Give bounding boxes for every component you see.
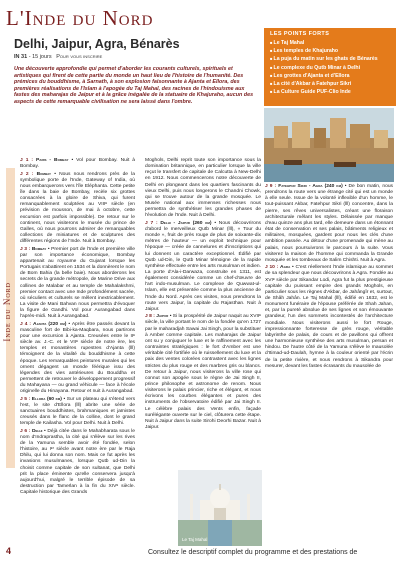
day-number: J 3 : xyxy=(20,246,31,252)
day-text: • Nous nous rendrons près de la symbolique porte de l'Inde, Gateway of India, où nous embarquerons vers l'île Eléphanta. Cette petite île dans la baie de Bombay, recèle six grottes consacrées à la gloire de Shiva, qui furent remanquablement sculptées au VIIIᵉ siècle (en prévision de mousson, de mai à octobre, cette excursion est parfois impossible). De retour sur le continent, nous visiterons le musée du prince de Galles, où nous pourrons admirer de remarquables collections de miniatures et de sculptures des différentes régions de l'Inde. Nuit à Bombay. xyxy=(20,171,135,245)
day-text: • Après être passés devant la masculine fort de Bibi-ka-Maqbara, nous partirons pour une excursion à Ajanta. Creusées entre le IIᵉ siècle av. J.-C. et le VIIᵉ siècle de notre ère, les temples et monastères rupestres d'Ajanta (lll) témoignent de la vitalité du bouddhisme à cette époque. Les remarquables peintures murales qui les ornent dégagent un monde féérique issu des légendes des vies antérieures du Bouddha et permettent de retrouver le développement progressif du Mahayana — ou grand véhicule — face à l'école originelle du Hinayana. Retour et nuit à Aurangabad. xyxy=(20,321,135,395)
day-title: Ajanta (220 km) xyxy=(33,321,67,327)
itinerary-day xyxy=(20,322,135,396)
day-text: Moghols, Delhi reprit toute son importance sous la domination britannique, en particulier lorsque la ville reçut le transfert de capitale de Calcutta à New-Delhi en 1912. Nous commencerons notre découverte de Delhi en plongeant dans les quartiers fascinants du vieux Delhi, puis nous longerons le Chandni Chowk, qui se trouve autour de la grande mosquée. Le Musée national aux immenses richesses nous permettra de synthétiser les grandes phases de l'évolution de l'Inde. Nuit à Delhi. xyxy=(145,158,261,219)
points-forts-item: ■ Le Taj Mahal xyxy=(270,39,390,47)
points-forts-item: ■ La Culture Guide PUF-Clio Inde xyxy=(270,88,390,96)
itinerary-day xyxy=(20,172,135,246)
ghats-illustration xyxy=(264,108,394,182)
day-text: • Vol pour Bombay. Nuit à Bombay. xyxy=(20,158,136,170)
day-number: J 4 : xyxy=(20,321,32,327)
points-forts-item: ■ La puja du matin sur les ghats de Bénarès xyxy=(270,55,390,63)
day-text: • C'est réellement l'Inde islamique au sommet de sa splendeur que nous découvrirons à Agra. Fondée au XVIᵉ siècle par Sikandar Lodi, Agra fut la plus prestigieuse capitale du puissant empire des grands Moghols, en particulier sous les règnes d'Akbar, de Jahângîr et, surtout, de Shâh Jahân. Le Taj Mahal (lll), édifié en 1632, est le monument funéraire de l'épouse préférée de Shah Jahan, et, par la pureté absolue de ses lignes et son émouvante grandeur, l'un des sommets incontestés de l'architecture mondiale. Nous visiterons aussi le fort Rouge, impressionnante forteresse de grès rouge, véritable labyrinthe de palais, de cours et de pavillons qui offrent une harmonieuse synthèse des arts musulman, persan et hindou. De l'autre côté de la Yamuna s'élève le mausolée d'Itimad-ud-Daulah, hymne à la couleur orienté par l'écrin de la petite rivière, et nous rendrons à Sikandra pour mesurer, devant les fastes écrasants du mausolée de xyxy=(265,265,394,369)
day-title: Jaipur xyxy=(156,314,169,320)
tour-tag: Pour vous inscrire xyxy=(56,54,103,60)
day-title: Bombay xyxy=(36,171,52,177)
itinerary-day xyxy=(20,429,135,497)
day-number: J 9 : xyxy=(265,184,277,189)
photo-taj-mahal xyxy=(178,470,262,546)
duration-value: 15 jours xyxy=(32,54,52,60)
page-number: 4 xyxy=(6,546,12,556)
day-number: J 2 : xyxy=(20,171,34,177)
itinerary-column-3 xyxy=(265,184,393,371)
itinerary-day xyxy=(20,397,135,428)
tour-duration: - 15 jours xyxy=(28,54,52,60)
points-forts-title: LES POINTS FORTS xyxy=(270,31,330,37)
side-section-label: Inde du Nord xyxy=(2,282,12,342)
itinerary-day xyxy=(20,247,135,321)
day-title: Fatehpur Sikri - Agra (240 km) xyxy=(278,184,343,189)
itinerary-column-2 xyxy=(145,158,261,432)
points-forts-item: ■ La cité d'Akbar à Fatehpur Sikri xyxy=(270,80,390,88)
page-subtitle: Delhi, Jaipur, Agra, Bénarès xyxy=(14,37,180,51)
points-forts-item: ■ Les temples de Khajuraho xyxy=(270,47,390,55)
itinerary-day xyxy=(265,265,393,370)
itinerary-day xyxy=(20,158,135,170)
day-number: J 8 : xyxy=(145,314,155,320)
day-number: J 1 : xyxy=(20,158,34,163)
day-title: Bombay xyxy=(31,246,47,252)
day-number: J 5 : xyxy=(20,396,31,402)
itinerary-column-1 xyxy=(20,158,135,498)
itinerary-day xyxy=(145,314,261,431)
intro-paragraph: Une découverte approfondie qui permet d'aborder les courants culturels, spirituels et artistiques qui firent de cette partie du monde un haut lieu de l'histoire de l'humanité. Des prémices du bouddhisme, à Sarnath, à son explosion faisonnante à Ajanta et Ellora, des premières réalisations de l'Islam à l'apogée du Taj Mahal, des racines de l'hindouisme aux fastes des maharajas de Jaipur et à la grâce inégalée de la statuaire de Khajuraho, aucun des aspects de cette remarquable civilisation ne sera laissé dans l'ombre. xyxy=(14,66,254,105)
footer-note: Consultez le descriptif complet du programme et des prestations de xyxy=(148,549,358,556)
tour-meta xyxy=(14,54,102,60)
points-forts-box xyxy=(264,28,396,106)
day-text: • Si la prospérité de Jaipur naquit au XVIIᵉ siècle, la ville portant le nom de la fondée qu'en 1727 par le maharadjah Sawai Jai Singh, pour la substituer à Amber comme capitale. Les maharajas de Jaipur ont su y conjuguer le luxe et le raffinement avec les contraintes stratégiques : le fort d'Amber est une véritable cité fortifiée où le ruissellement du luxe et la paix des ventes colorées contrastent avec les lignes strictes du plus rouge et des marbres gris ou blancs. De retour à Jaipur, nous visiterons la ville rose qui connut son apogée sous le règne de Jai Singh II, prince philosophe et astronome de renom. Nous visiterons le palais princier, riche et élégant, et nous écrivons les courbes élégantes et pures des instruments de l'observatoire édifié par Jai Singh II. Le célèbre palais des Vents enfin, façade surélégante ouverte sur le ciel, clôturera cette étape. Nuit à Jaipur dans la suite Sirohi Deorhi Bazar. Nuit à Jaipur. xyxy=(145,314,261,431)
itinerary-day xyxy=(265,184,393,264)
itinerary-day xyxy=(145,158,261,220)
day-number: J 7 : xyxy=(145,220,158,226)
day-text: • Sur un plateau qui s'étend vers l'est, le site d'Ellora (lll) abrite une série de sanctuaires bouddhistes, brahmaniques et jaïnistes creusés dans le flanc de la colline, dont le grand temple de Kailasha. Vol pour Delhi. Nuit à Delhi. xyxy=(20,396,136,427)
photo-ghats xyxy=(264,108,394,182)
taj-mahal-illustration xyxy=(178,470,262,546)
tour-code: IN 31 xyxy=(14,54,28,60)
day-title: Agra xyxy=(280,265,291,271)
day-text: • Déjà citée dans le Mahabharata sous le nom d'Indraprastha, la cité qui s'élève sur les rives de la Yamuna semble avoir été fondée, selon l'histoire, au Iᵉʳ siècle avant notre ère par le Raja Dhilu, qui lui donna son nom. Mais ce fut après les invasions musulmanes, lorsque Qutb ud-Din la choisit comme capitale de son sultanat, que Delhi prit la place éminente qu'elle conservera jusqu'à aujourd'hui, malgré le terrible épisode de sa destruction par Tamerlan à la fin du XIVᵉ siècle. Capitale historique des Grands xyxy=(20,428,136,496)
day-title: Delhi xyxy=(32,428,43,434)
day-number: J 6 : xyxy=(20,428,31,434)
itinerary-day xyxy=(145,221,261,313)
day-title: Delhi - Jaipur (260 km) xyxy=(160,220,212,226)
photo-caption: Le Taj Mahal xyxy=(182,537,208,542)
page-title: L'Inde du Nord xyxy=(6,6,154,30)
points-forts-item: ■ Les grottes d'Ajanta et d'Ellora xyxy=(270,72,390,80)
points-forts-item: ■ Le complexe du Qutb Minar à Delhi xyxy=(270,64,390,72)
day-text: • Nous découvrirons d'abord le merveilleux Qutb Minar (lll), « Tour du monde », fruit de près rouge de plus de soixante-dix mètres de hauteur — un exploit technique pour l'époque — créée de cannelures et d'inscriptions qui lui donnent un caractère exceptionnel. Édifié par Qutb ud-Din, le Qutb Minar témoigne de la rapide synthèse effectuée entre les arts musulman et indien. La porte d'Ala-i-Darwaza, construite en 1311, est également considérée comme un chef-d'œuvre de l'art indo-musulman. Le complexe de Quwwat-ul-Islam, elle est présentée comme la plus ancienne de l'Inde du Nord. Après ces visites, nous prendrons la route vers Jaipur, la capitale du Rajasthan. Nuit à Jaipur. xyxy=(145,220,261,312)
day-text: • De bon matin, nous prendrons la route vers une étrange cité qui est un monde à elle seule. Issue de la volonté inflexible d'un homme, le tout-puissant Akbar, Fatehpur Sikri (lll) concentre, dans la pierre, ses rêves universalistes, créant une floraison architecturale mêlant les styles. Délaissée par manque d'eau quinze ans plus tard, elle demeure dans un étonnant état de conservation et ses palais, bâtiments religieux et militaires, mosquées, gardent pour nous les clés d'une ambition passée. Au détour d'une promenade qui mène au palais, nous poursuivrons le parcours à la suite. Vous visiterez la maison de l'homme qui commanda la Grande mosquée et les tombeaux de Salim Chishti. Nuit à Agra. xyxy=(265,184,393,263)
day-number: J 10 : xyxy=(265,265,279,271)
day-title: Ellora (60 km) xyxy=(31,396,62,402)
points-forts-list xyxy=(270,39,390,96)
day-text: • Premier port de l'Inde et première ville par son importance économique, Bombay appartenait au royaume du Gujarat lorsque les Portugais s'abattirent en 1534 et la donnèrent le nom de Bom Bahia (la belle baie). Nous aborderons les secrets de la grande métropole, de Marine Drive aux collines de Malabar et au temple de Mahalakshmi, premier contact avec une Inde profondément sacrée, où séculiers et culturels se mêlent inextricablement. La visite de Mani Bahvan nous permettra d'évoquer la figure de Gandhi. Vol pour Aurangabad dans l'après-midi. Nuit à Aurangabad. xyxy=(20,246,136,320)
day-title: Paris - Bombay xyxy=(36,158,69,163)
